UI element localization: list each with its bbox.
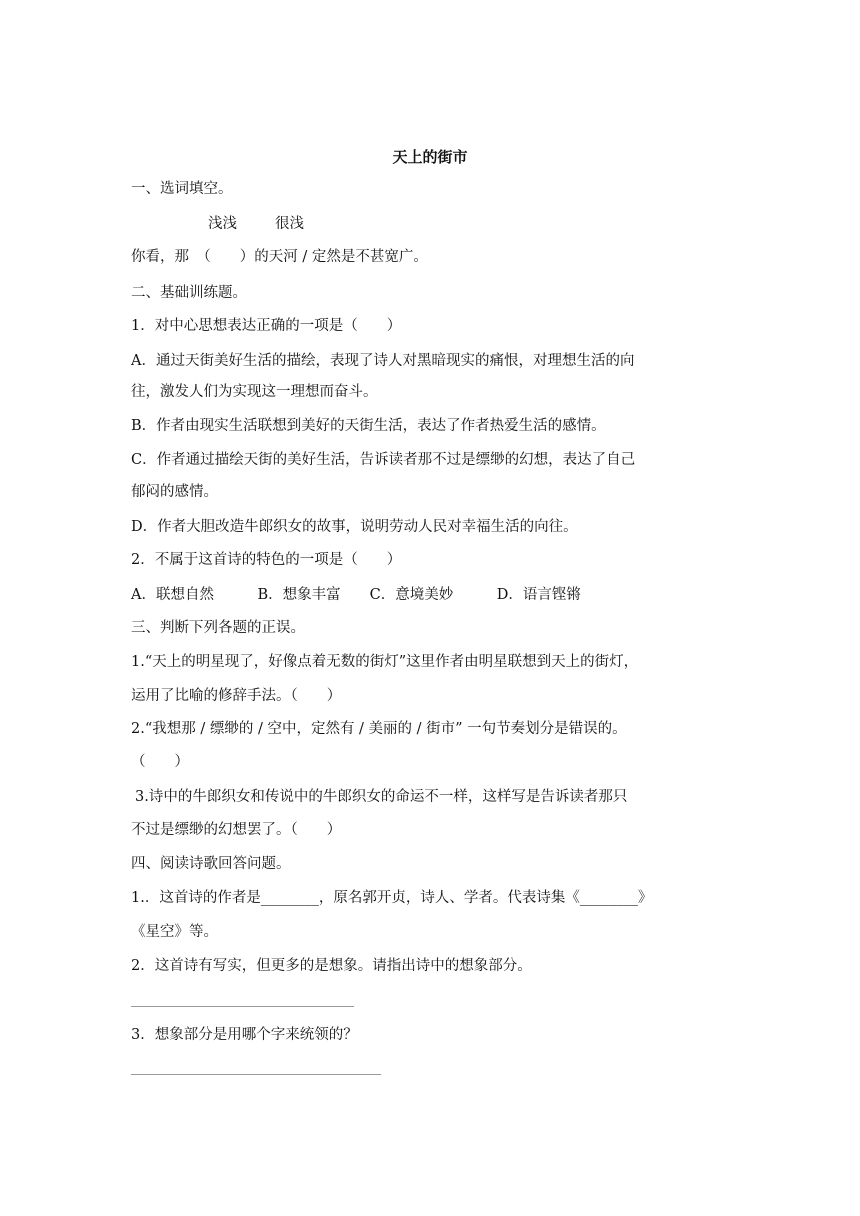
section4-heading: 四、阅读诗歌回答问题。 [131, 856, 291, 872]
section3-q2-line2: （ ） [131, 754, 189, 770]
section2-q2-stem: 2．不属于这首诗的特色的一项是（ ） [131, 552, 402, 568]
section3-q3-line1: 3.诗中的牛郎织女和传说中的牛郎织女的命运不一样，这样写是告诉读者那只 [135, 789, 628, 805]
section2-q1-option-c-line1: C．作者通过描绘天街的美好生活，告诉读者那不过是缥缈的幻想，表达了自己 [131, 452, 636, 468]
section4-q3: 3．想象部分是用哪个字来统领的？ [131, 1027, 358, 1043]
word-options [208, 214, 304, 234]
answer-line-q2 [131, 1006, 354, 1007]
section2-q1-stem: 1．对中心思想表达正确的一项是（ ） [131, 318, 402, 334]
section1-heading: 一、选词填空。 [131, 181, 233, 197]
section2-q1-option-a-line2: 往，激发人们为实现这一理想而奋斗。 [131, 384, 378, 400]
section4-q1-line2: 《星空》等。 [131, 924, 218, 940]
fill-sentence: 你看，那 （ ）的天河 / 定然是不甚宽广。 [131, 249, 428, 265]
section3-q1-line1: 1.“天上的明星现了，好像点着无数的街灯”这里作者由明星联想到天上的街灯， [131, 654, 639, 670]
section3-q2-line1: 2.“我想那 / 缥缈的 / 空中，定然有 / 美丽的 / 街市” 一句节奏划分是错误的。 [131, 721, 627, 737]
section3-q1-line2: 运用了比喻的修辞手法。（ ） [131, 688, 342, 704]
section2-q1-option-c-line2: 郁闷的感情。 [131, 484, 218, 500]
section2-heading: 二、基础训练题。 [131, 285, 247, 301]
document-title: 天上的街市 [392, 148, 468, 166]
answer-line-q3 [131, 1074, 381, 1075]
section2-q1-option-b: B．作者由现实生活联想到美好的天街生活，表达了作者热爱生活的感情。 [131, 418, 606, 434]
section2-q1-option-d: D．作者大胆改造牛郎织女的故事，说明劳动人民对幸福生活的向往。 [131, 519, 578, 535]
word-option-2: 很浅 [275, 216, 304, 232]
section3-q3-line2: 不过是缥缈的幻想罢了。（ ） [131, 822, 342, 838]
section4-q1-line1: 1.．这首诗的作者是________，原名郭开贞，诗人、学者。代表诗集《________》 [131, 890, 653, 906]
section4-q2: 2．这首诗有写实，但更多的是想象。请指出诗中的想象部分。 [131, 958, 532, 974]
section3-heading: 三、判断下列各题的正误。 [131, 620, 305, 636]
word-option-1: 浅浅 [208, 216, 237, 232]
section2-q2-options: A．联想自然 B．想象丰富 C．意境美妙 D．语言铿锵 [131, 587, 581, 603]
section2-q1-option-a-line1: A．通过天街美好生活的描绘，表现了诗人对黑暗现实的痛恨，对理想生活的向 [131, 353, 635, 369]
